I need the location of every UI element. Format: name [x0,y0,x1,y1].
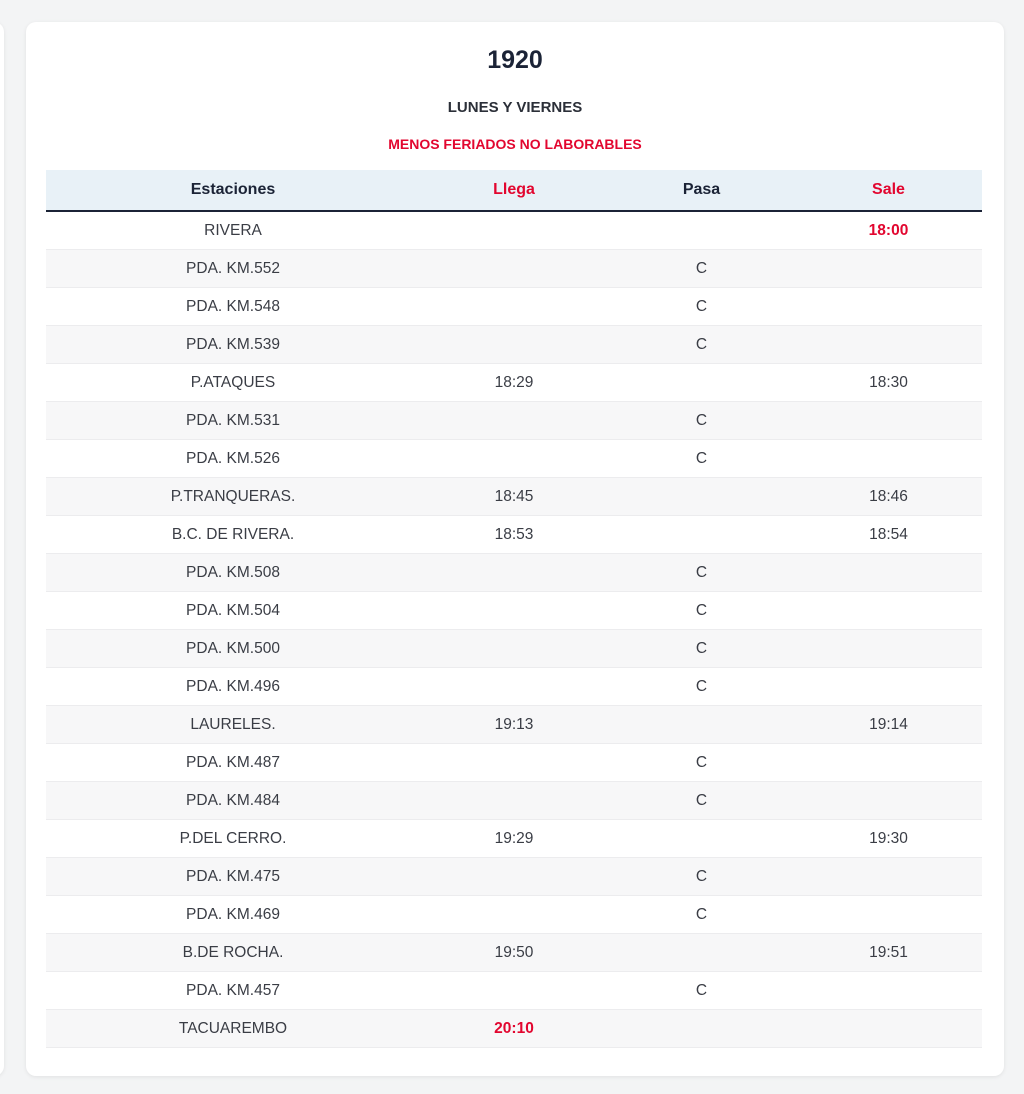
pass-cell: C [608,744,795,782]
table-row [46,440,982,478]
arrival-cell: 18:45 [420,478,608,516]
pass-cell [608,1010,795,1048]
arrival-cell [420,782,608,820]
departure-cell: 18:00 [795,211,982,250]
pass-cell: C [608,630,795,668]
table-row [46,402,982,440]
arrival-cell [420,668,608,706]
pass-cell: C [608,288,795,326]
header-estaciones: Estaciones [46,170,420,211]
station-cell: PDA. KM.531 [46,402,420,440]
departure-cell [795,668,982,706]
arrival-cell [420,554,608,592]
station-cell: P.DEL CERRO. [46,820,420,858]
pass-cell: C [608,972,795,1010]
station-cell: RIVERA [46,211,420,250]
arrival-cell: 18:53 [420,516,608,554]
arrival-cell: 19:13 [420,706,608,744]
station-cell: P.TRANQUERAS. [46,478,420,516]
pass-cell [608,364,795,402]
table-row [46,706,982,744]
table-row [46,630,982,668]
departure-cell: 19:30 [795,820,982,858]
departure-cell [795,326,982,364]
arrival-cell: 20:10 [420,1010,608,1048]
pass-cell [608,516,795,554]
pass-cell: C [608,554,795,592]
header-sale: Sale [795,170,982,211]
station-cell: PDA. KM.457 [46,972,420,1010]
departure-cell: 18:30 [795,364,982,402]
arrival-cell [420,744,608,782]
table-row [46,516,982,554]
arrival-cell [420,288,608,326]
table-row [46,288,982,326]
pass-cell [608,211,795,250]
table-row [46,326,982,364]
departure-cell [795,288,982,326]
arrival-cell [420,592,608,630]
station-cell: P.ATAQUES [46,364,420,402]
table-row [46,478,982,516]
table-row [46,668,982,706]
pass-cell [608,706,795,744]
header-llega: Llega [420,170,608,211]
pass-cell: C [608,250,795,288]
station-cell: PDA. KM.475 [46,858,420,896]
pass-cell: C [608,896,795,934]
departure-cell [795,630,982,668]
arrival-cell [420,250,608,288]
table-row [46,972,982,1010]
table-row [46,1010,982,1048]
departure-cell [795,592,982,630]
schedule-table-body [46,211,982,1048]
arrival-cell [420,630,608,668]
departure-cell: 19:14 [795,706,982,744]
departure-cell [795,440,982,478]
table-row [46,554,982,592]
operating-days: LUNES Y VIERNES [447,99,583,116]
station-cell: PDA. KM.548 [46,288,420,326]
station-cell: PDA. KM.496 [46,668,420,706]
station-cell: PDA. KM.508 [46,554,420,592]
arrival-cell: 19:29 [420,820,608,858]
table-row [46,211,982,250]
arrival-cell [420,326,608,364]
station-cell: LAURELES. [46,706,420,744]
header-row [46,170,982,211]
station-cell: PDA. KM.504 [46,592,420,630]
arrival-cell [420,402,608,440]
pass-cell [608,478,795,516]
departure-cell: 19:51 [795,934,982,972]
departure-cell [795,972,982,1010]
arrival-cell [420,211,608,250]
departure-cell [795,744,982,782]
schedule-card [26,22,1004,1076]
table-row [46,896,982,934]
departure-cell [795,554,982,592]
station-cell: PDA. KM.526 [46,440,420,478]
pass-cell: C [608,402,795,440]
station-cell: TACUAREMBO [46,1010,420,1048]
departure-cell [795,782,982,820]
pass-cell [608,934,795,972]
pass-cell: C [608,326,795,364]
station-cell: PDA. KM.539 [46,326,420,364]
schedule-table-header [46,170,982,211]
table-row [46,858,982,896]
pass-cell: C [608,782,795,820]
adjacent-card-edge [0,22,4,1076]
pass-cell: C [608,440,795,478]
pass-cell: C [608,668,795,706]
departure-cell [795,402,982,440]
header-pasa: Pasa [608,170,795,211]
arrival-cell: 19:50 [420,934,608,972]
table-row [46,934,982,972]
arrival-cell [420,858,608,896]
station-cell: PDA. KM.500 [46,630,420,668]
departure-cell [795,250,982,288]
pass-cell: C [608,592,795,630]
arrival-cell [420,440,608,478]
table-row [46,782,982,820]
departure-cell: 18:46 [795,478,982,516]
station-cell: B.C. DE RIVERA. [46,516,420,554]
table-row [46,592,982,630]
pass-cell: C [608,858,795,896]
station-cell: PDA. KM.484 [46,782,420,820]
station-cell: B.DE ROCHA. [46,934,420,972]
table-row [46,364,982,402]
schedule-table [46,170,982,1048]
arrival-cell: 18:29 [420,364,608,402]
table-row [46,250,982,288]
table-row [46,820,982,858]
station-cell: PDA. KM.487 [46,744,420,782]
pass-cell [608,820,795,858]
table-row [46,744,982,782]
arrival-cell [420,972,608,1010]
departure-cell: 18:54 [795,516,982,554]
train-number: 1920 [487,46,543,74]
departure-cell [795,896,982,934]
departure-cell [795,1010,982,1048]
departure-cell [795,858,982,896]
arrival-cell [420,896,608,934]
holiday-note: MENOS FERIADOS NO LABORABLES [388,136,642,152]
station-cell: PDA. KM.469 [46,896,420,934]
station-cell: PDA. KM.552 [46,250,420,288]
